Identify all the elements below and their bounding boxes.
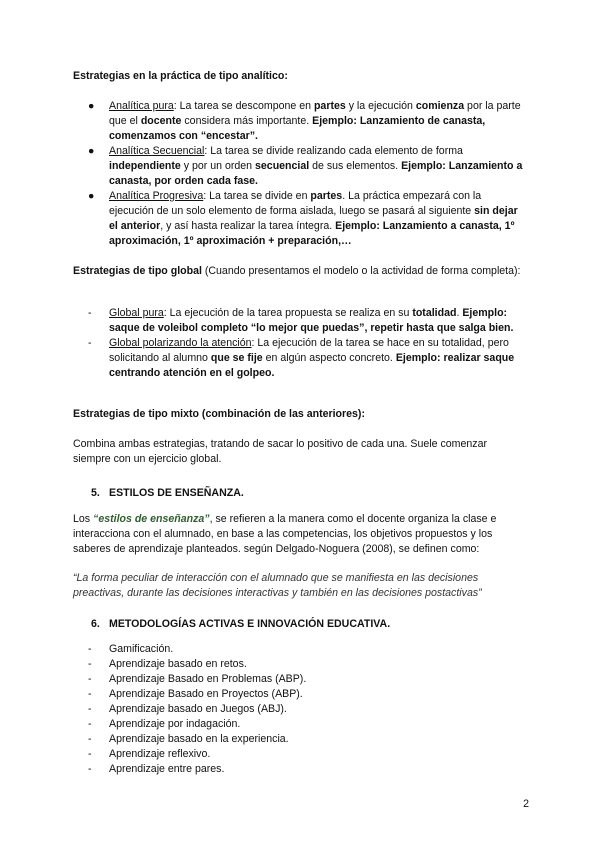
dash-icon: - bbox=[88, 748, 92, 760]
dash-icon: - bbox=[88, 733, 92, 745]
dash-icon: - bbox=[88, 763, 92, 775]
definition-quote: “La forma peculiar de interacción con el alumnado que se manifiesta en las decisiones preactivas, durante las decisiones interactivas y también en las decisiones postactivas” bbox=[73, 572, 482, 599]
highlighted-term: “estilos de enseñanza” bbox=[93, 513, 210, 525]
item-term: Analítica Progresiva bbox=[109, 190, 204, 202]
dash-icon: - bbox=[88, 307, 92, 319]
dash-icon: - bbox=[88, 658, 92, 670]
list-item: - Aprendizaje Basado en Problemas (ABP). bbox=[88, 673, 307, 685]
dash-icon: - bbox=[88, 643, 92, 655]
section-6-title: 6. METODOLOGÍAS ACTIVAS E INNOVACIÓN EDUCATIVA. bbox=[91, 618, 391, 630]
item-term: Global pura bbox=[109, 307, 164, 319]
methodologies-list bbox=[73, 642, 525, 777]
list-item: - Global polarizando la atención: La ejecución de la tarea se hace en su totalidad, pero solicitando al alumno que se fije en algún aspecto concreto. Ejemplo: realizar saque centrando atención en el golpeo. bbox=[88, 337, 515, 379]
item-term: Global polarizando la atención bbox=[109, 337, 252, 349]
global-list bbox=[73, 306, 525, 381]
dash-icon: - bbox=[88, 337, 92, 349]
item-term: Analítica pura bbox=[109, 100, 174, 112]
analytic-list bbox=[73, 99, 525, 249]
list-item: - Aprendizaje Basado en Proyectos (ABP). bbox=[88, 688, 303, 700]
section-5-title: 5. ESTILOS DE ENSEÑANZA. bbox=[91, 487, 244, 499]
mixed-heading: Estrategias de tipo mixto (combinación de las anteriores): bbox=[73, 408, 365, 420]
bullet-icon: ● bbox=[88, 190, 95, 202]
dash-icon: - bbox=[88, 718, 92, 730]
list-item: - Aprendizaje reflexivo. bbox=[88, 748, 211, 760]
list-item: - Aprendizaje por indagación. bbox=[88, 718, 241, 730]
list-item: - Gamificación. bbox=[88, 643, 174, 655]
list-item: - Aprendizaje basado en retos. bbox=[88, 658, 247, 670]
bullet-icon: ● bbox=[88, 145, 95, 157]
list-item: - Global pura: La ejecución de la tarea propuesta se realiza en su totalidad. Ejemplo: saque de voleibol completo “lo mejor que puedas”, repetir hasta que salga bien. bbox=[88, 307, 514, 334]
global-heading: Estrategias de tipo global (Cuando presentamos el modelo o la actividad de forma completa): bbox=[73, 265, 521, 277]
list-item: ● Analítica pura: La tarea se descompone en partes y la ejecución comienza por la parte que el docente considera más importante. Ejemplo: Lanzamiento de canasta, comenzamos con “encestar”. bbox=[88, 100, 521, 142]
list-item: - Aprendizaje entre pares. bbox=[88, 763, 225, 775]
bullet-icon: ● bbox=[88, 100, 95, 112]
dash-icon: - bbox=[88, 673, 92, 685]
mixed-text: Combina ambas estrategias, tratando de sacar lo positivo de cada una. Suele comenzar siempre con un ejercicio global. bbox=[73, 438, 487, 465]
analytic-heading: Estrategias en la práctica de tipo analítico: bbox=[73, 70, 288, 82]
list-item: - Aprendizaje basado en la experiencia. bbox=[88, 733, 289, 745]
section-5-paragraph: Los “estilos de enseñanza”, se refieren a la manera como el docente organiza la clase e interacciona con el alumnado, en base a las competencias, los objetivos propuestos y los saberes de aprendizaje planteados. según Delgado-Noguera (2008), se definen como: bbox=[73, 513, 497, 555]
dash-icon: - bbox=[88, 703, 92, 715]
list-item: ● Analítica Progresiva: La tarea se divide en partes. La práctica empezará con la ejecución de un solo elemento de forma aislada, luego se pasará al siguiente sin dejar el anterior, y así hasta realizar la tarea íntegra. Ejemplo: Lanzamiento a canasta, 1º aproximación, 1º aproximación + preparación,… bbox=[88, 190, 518, 247]
item-term: Analítica Secuencial bbox=[109, 145, 205, 157]
dash-icon: - bbox=[88, 688, 92, 700]
list-item: - Aprendizaje basado en Juegos (ABJ). bbox=[88, 703, 287, 715]
list-item: ● Analítica Secuencial: La tarea se divide realizando cada elemento de forma independiente y por un orden secuencial de sus elementos. Ejemplo: Lanzamiento a canasta, por orden cada fase. bbox=[88, 145, 523, 187]
page-number: 2 bbox=[523, 798, 529, 810]
